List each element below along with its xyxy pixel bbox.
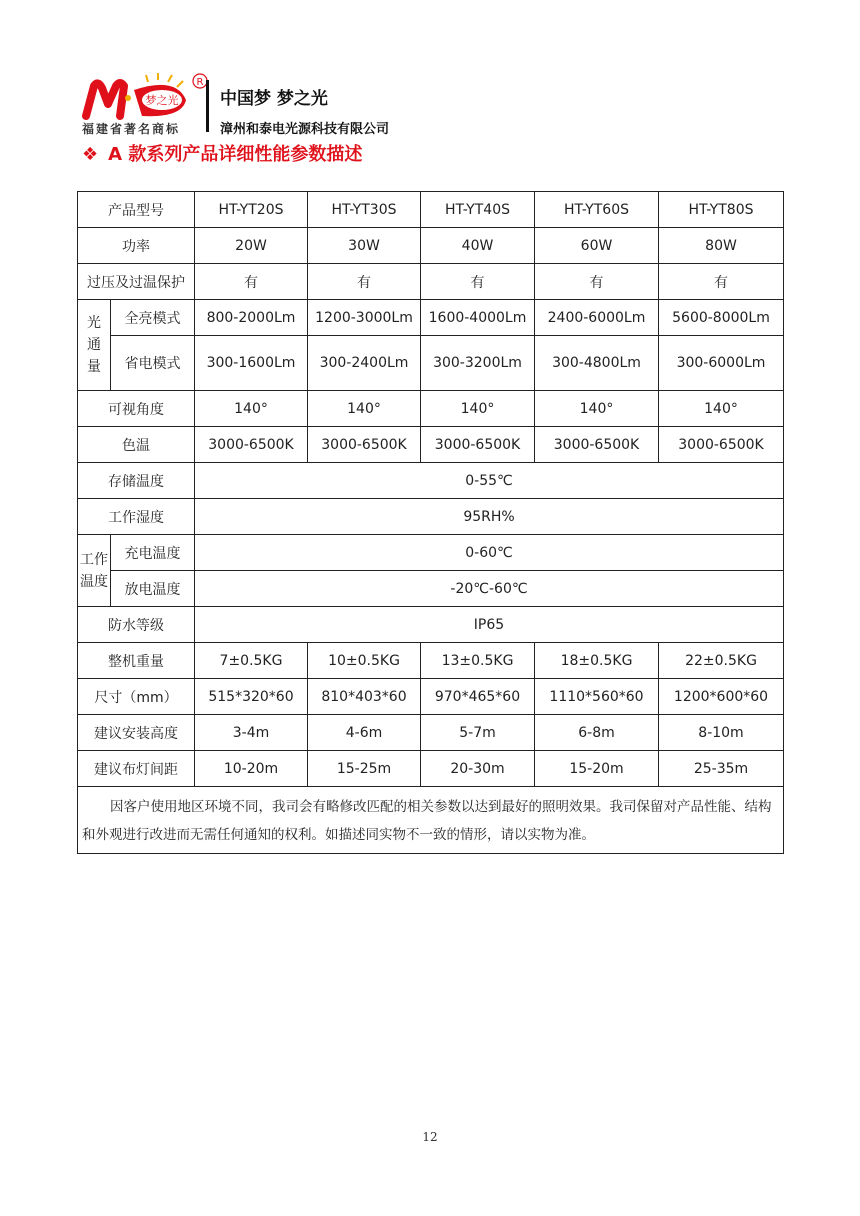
row-label-charge-temp: 充电温度 — [111, 535, 195, 571]
cct-cell: 3000-6500K — [535, 427, 659, 463]
flux-label-char: 光 — [87, 315, 101, 331]
row-label-humidity: 工作湿度 — [78, 499, 195, 535]
humidity-cell: 95RH% — [195, 499, 784, 535]
section-title — [82, 140, 362, 166]
work-temp-label-part: 温度 — [80, 573, 108, 590]
table-row-model — [78, 192, 784, 228]
flux-label-char: 通 — [87, 337, 101, 353]
row-label-discharge-temp: 放电温度 — [111, 571, 195, 607]
size-cell: 970*465*60 — [421, 679, 535, 715]
row-label-power: 功率 — [78, 228, 195, 264]
row-label-save-mode: 省电模式 — [111, 336, 195, 391]
weight-cell: 18±0.5KG — [535, 643, 659, 679]
row-label-spacing: 建议布灯间距 — [78, 751, 195, 787]
table-row-height — [78, 715, 784, 751]
row-label-storage-temp: 存储温度 — [78, 463, 195, 499]
disclaimer-note: 因客户使用地区环境不同，我司会有略修改匹配的相关参数以达到最好的照明效果。我司保留对产品性能、结构和外观进行改进而无需任何通知的权利。如描述同实物不一致的情形，请以实物为准。 — [78, 787, 784, 854]
row-label-weight: 整机重量 — [78, 643, 195, 679]
height-cell: 4-6m — [308, 715, 421, 751]
row-label-flux — [78, 300, 111, 391]
power-cell: 60W — [535, 228, 659, 264]
table-row-protection — [78, 264, 784, 300]
model-cell: HT-YT60S — [535, 192, 659, 228]
row-label-work-temp — [78, 535, 111, 607]
protection-cell: 有 — [421, 264, 535, 300]
angle-cell: 140° — [308, 391, 421, 427]
save-mode-cell: 300-4800Lm — [535, 336, 659, 391]
registered-mark: R — [196, 77, 204, 88]
weight-cell: 13±0.5KG — [421, 643, 535, 679]
table-row-storage-temp — [78, 463, 784, 499]
charge-temp-cell: 0-60℃ — [195, 535, 784, 571]
table-row-full-mode — [78, 300, 784, 336]
discharge-temp-cell: -20℃-60℃ — [195, 571, 784, 607]
cct-cell: 3000-6500K — [421, 427, 535, 463]
company-name: 漳州和泰电光源科技有限公司 — [220, 122, 390, 137]
angle-cell: 140° — [421, 391, 535, 427]
waterproof-cell: IP65 — [195, 607, 784, 643]
table-row-cct — [78, 427, 784, 463]
diamond-bullet-icon: ❖ — [82, 144, 99, 165]
angle-cell: 140° — [535, 391, 659, 427]
table-row-discharge-temp — [78, 571, 784, 607]
table-row-save-mode — [78, 336, 784, 391]
table-row-weight — [78, 643, 784, 679]
full-mode-cell: 2400-6000Lm — [535, 300, 659, 336]
size-cell: 810*403*60 — [308, 679, 421, 715]
spacing-cell: 20-30m — [421, 751, 535, 787]
page-number: 12 — [422, 1130, 438, 1144]
weight-cell: 7±0.5KG — [195, 643, 308, 679]
protection-cell: 有 — [535, 264, 659, 300]
height-cell: 3-4m — [195, 715, 308, 751]
model-cell: HT-YT80S — [659, 192, 784, 228]
table-row-spacing — [78, 751, 784, 787]
full-mode-cell: 1200-3000Lm — [308, 300, 421, 336]
spacing-cell: 15-20m — [535, 751, 659, 787]
table-row-waterproof — [78, 607, 784, 643]
row-label-angle: 可视角度 — [78, 391, 195, 427]
model-cell: HT-YT40S — [421, 192, 535, 228]
table-row-angle — [78, 391, 784, 427]
spacing-cell: 10-20m — [195, 751, 308, 787]
work-temp-label-part: 工作 — [80, 551, 108, 568]
row-label-height: 建议安装高度 — [78, 715, 195, 751]
spacing-cell: 15-25m — [308, 751, 421, 787]
height-cell: 5-7m — [421, 715, 535, 751]
table-row-note — [78, 787, 784, 854]
cct-cell: 3000-6500K — [195, 427, 308, 463]
save-mode-cell: 300-3200Lm — [421, 336, 535, 391]
table-row-charge-temp — [78, 535, 784, 571]
angle-cell: 140° — [659, 391, 784, 427]
model-cell: HT-YT30S — [308, 192, 421, 228]
row-label-protection: 过压及过温保护 — [78, 264, 195, 300]
full-mode-cell: 5600-8000Lm — [659, 300, 784, 336]
save-mode-cell: 300-6000Lm — [659, 336, 784, 391]
brand-slogan: 中国梦 梦之光 — [220, 89, 328, 109]
company-logo — [82, 72, 212, 140]
cct-cell: 3000-6500K — [659, 427, 784, 463]
save-mode-cell: 300-2400Lm — [308, 336, 421, 391]
protection-cell: 有 — [195, 264, 308, 300]
model-cell: HT-YT20S — [195, 192, 308, 228]
table-row-humidity — [78, 499, 784, 535]
storage-temp-cell: 0-55℃ — [195, 463, 784, 499]
size-cell: 515*320*60 — [195, 679, 308, 715]
header-divider — [206, 80, 209, 132]
angle-cell: 140° — [195, 391, 308, 427]
logo-caption: 福建省著名商标 — [82, 122, 181, 136]
weight-cell: 10±0.5KG — [308, 643, 421, 679]
weight-cell: 22±0.5KG — [659, 643, 784, 679]
flux-label-char: 量 — [87, 359, 101, 375]
protection-cell: 有 — [308, 264, 421, 300]
row-label-cct: 色温 — [78, 427, 195, 463]
full-mode-cell: 800-2000Lm — [195, 300, 308, 336]
size-cell: 1200*600*60 — [659, 679, 784, 715]
power-cell: 40W — [421, 228, 535, 264]
save-mode-cell: 300-1600Lm — [195, 336, 308, 391]
table-row-power — [78, 228, 784, 264]
logo-mark-icon — [82, 72, 212, 122]
height-cell: 8-10m — [659, 715, 784, 751]
row-label-waterproof: 防水等级 — [78, 607, 195, 643]
size-cell: 1110*560*60 — [535, 679, 659, 715]
power-cell: 80W — [659, 228, 784, 264]
row-label-full-mode: 全亮模式 — [111, 300, 195, 336]
full-mode-cell: 1600-4000Lm — [421, 300, 535, 336]
row-label-model: 产品型号 — [78, 192, 195, 228]
cct-cell: 3000-6500K — [308, 427, 421, 463]
row-label-size: 尺寸（mm） — [78, 679, 195, 715]
section-title-text: A 款系列产品详细性能参数描述 — [108, 144, 363, 165]
power-cell: 20W — [195, 228, 308, 264]
power-cell: 30W — [308, 228, 421, 264]
logo-mark-text: 梦之光 — [145, 94, 179, 107]
height-cell: 6-8m — [535, 715, 659, 751]
spec-table — [77, 191, 784, 854]
spacing-cell: 25-35m — [659, 751, 784, 787]
protection-cell: 有 — [659, 264, 784, 300]
table-row-size — [78, 679, 784, 715]
